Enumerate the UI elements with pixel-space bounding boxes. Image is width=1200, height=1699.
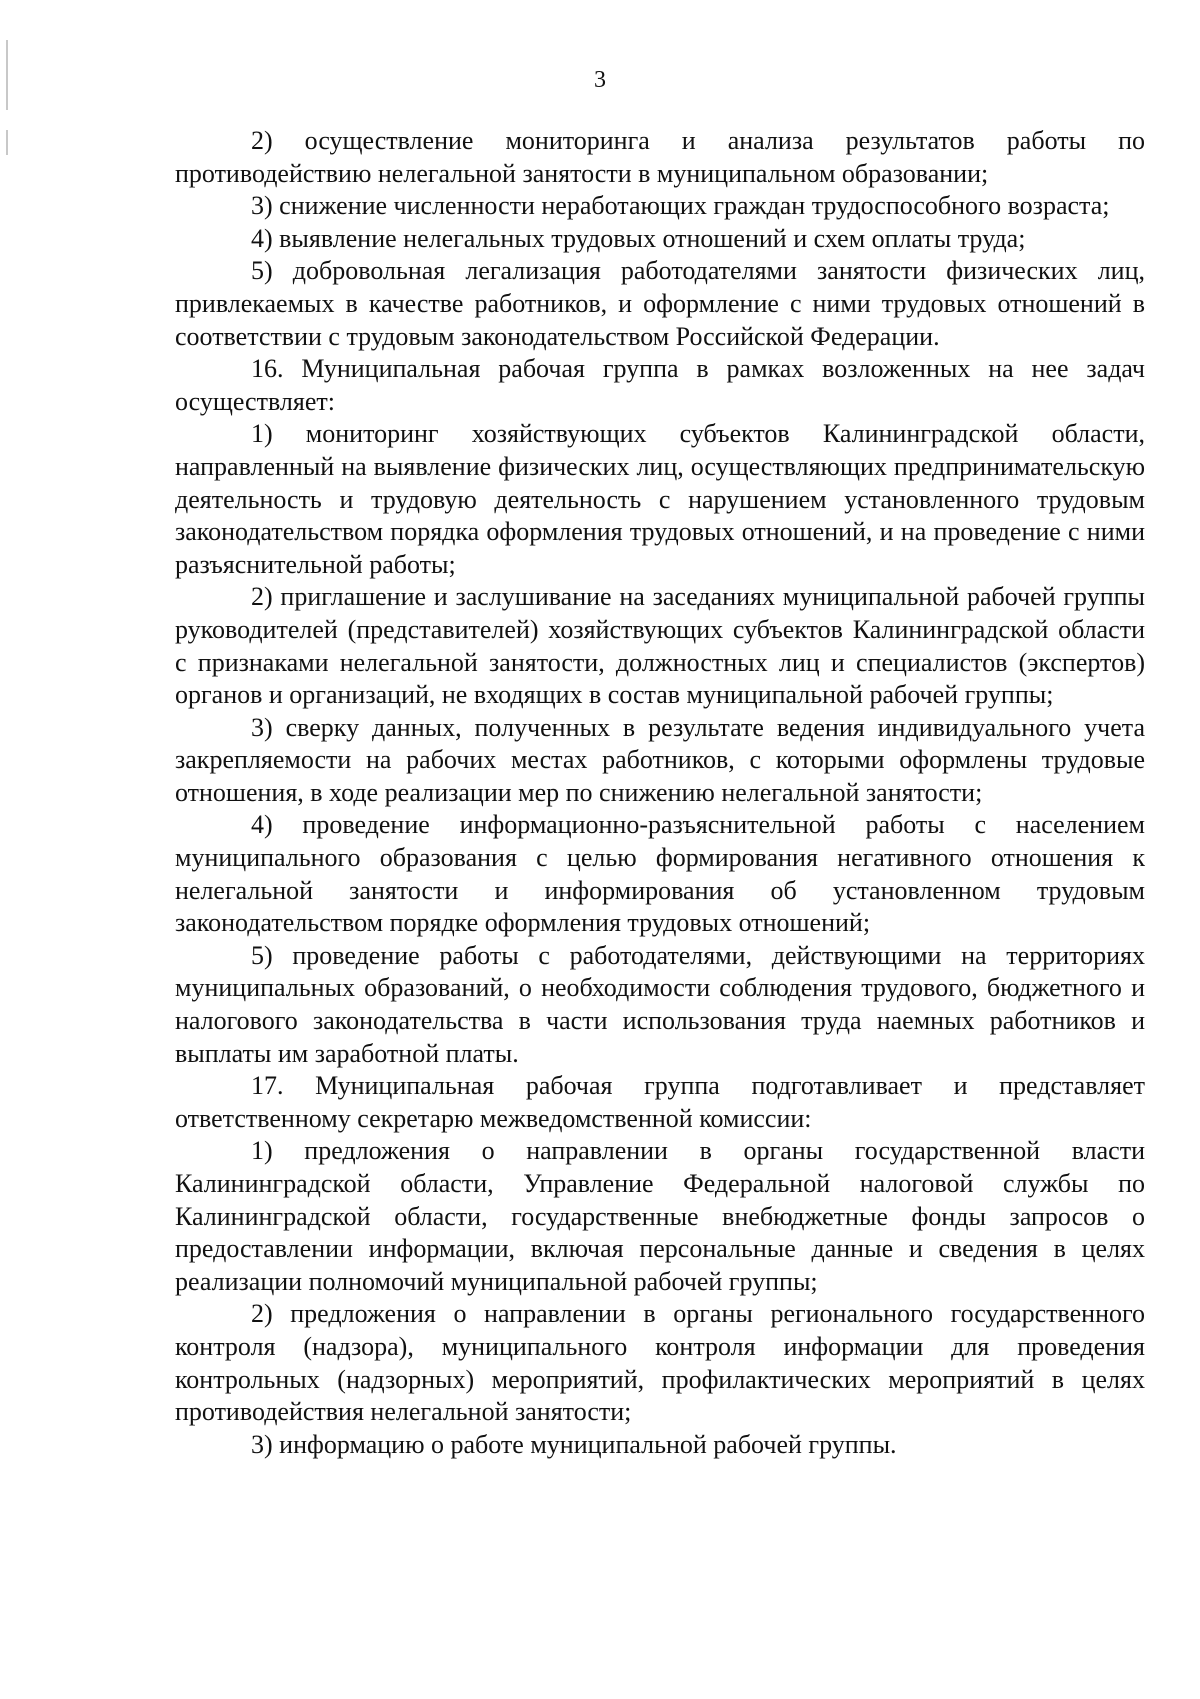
paragraph-item-2-monitoring: 2) осуществление мониторинга и анализа результатов работы по противодействию нелегальной занятости в муниципальном образовании; [175, 126, 1145, 188]
document-body [175, 125, 1145, 1461]
scan-edge-mark [6, 130, 8, 155]
paragraph-17-item-3: 3) информацию о работе муниципальной рабочей группы. [251, 1429, 897, 1459]
paragraph-section-16: 16. Муниципальная рабочая группа в рамках возложенных на нее задач осуществляет: [175, 354, 1145, 416]
page-number: 3 [594, 67, 606, 93]
paragraph-item-4-illegal-relations: 4) выявление нелегальных трудовых отношений и схем оплаты труда; [251, 223, 1026, 253]
paragraph-item-5-legalization: 5) добровольная легализация работодателями занятости физических лиц, привлекаемых в качестве работников, и оформление с ними трудовых отношений в соответствии с трудовым законодательством Российской Федерации. [175, 256, 1145, 351]
paragraph-section-17: 17. Муниципальная рабочая группа подготавливает и представляет ответственному секретарю межведомственной комиссии: [175, 1071, 1145, 1133]
paragraph-16-item-2: 2) приглашение и заслушивание на заседаниях муниципальной рабочей группы руководителей (представителей) хозяйствующих субъектов Калининградской области с признаками нелегальной занятости, должностных лиц и специалистов (экспертов) органов и организаций, не входящих в состав муниципальной рабочей группы; [175, 582, 1145, 710]
paragraph-16-item-4: 4) проведение информационно-разъяснительной работы с населением муниципального образования с целью формирования негативного отношения к нелегальной занятости и информирования об установленном трудовым законодательством порядке оформления трудовых отношений; [175, 810, 1145, 938]
paragraph-16-item-5: 5) проведение работы с работодателями, действующими на территориях муниципальных образований, о необходимости соблюдения трудового, бюджетного и налогового законодательства в части использования труда наемных работников и выплаты им заработной платы. [175, 940, 1145, 1068]
paragraph-item-3-unemployment: 3) снижение численности неработающих граждан трудоспособного возраста; [251, 191, 1110, 221]
paragraph-17-item-2: 2) предложения о направлении в органы регионального государственного контроля (надзора), муниципального контроля информации для проведения контрольных (надзорных) мероприятий, профилактических мероприятий в целях противодействия нелегальной занятости; [175, 1299, 1145, 1427]
paragraph-16-item-3: 3) сверку данных, полученных в результате ведения индивидуального учета закрепляемости на рабочих местах работников, с которыми оформлены трудовые отношения, в ходе реализации мер по снижению нелегальной занятости; [175, 712, 1145, 807]
paragraph-16-item-1: 1) мониторинг хозяйствующих субъектов Калининградской области, направленный на выявление физических лиц, осуществляющих предпринимательскую деятельность и трудовую деятельность с нарушением установленного трудовым законодательством порядка оформления трудовых отношений, и на проведение с ними разъяснительной работы; [175, 419, 1145, 579]
paragraph-17-item-1: 1) предложения о направлении в органы государственной власти Калининградской области, Управление Федеральной налоговой службы по Калининградской области, государственные внебюджетные фонды запросов о предоставлении информации, включая персональные данные и сведения в целях реализации полномочий муниципальной рабочей группы; [175, 1136, 1145, 1296]
